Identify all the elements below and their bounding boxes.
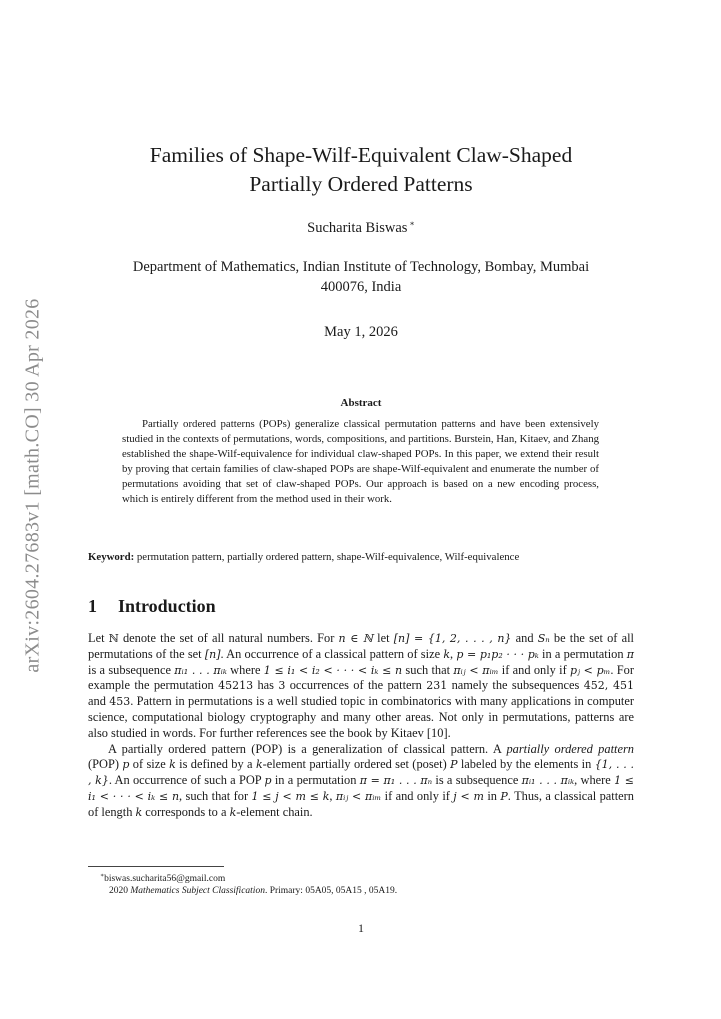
intro-paragraph-1: Let ℕ denote the set of all natural numbers. For n ∈ ℕ let [n] = {1, 2, . . . , n} and Sₙ be the set of all permutations of the set [n]. An occurrence of a classical pattern of size k, p = p₁p₂ · · · pₖ in a permutation π is a subsequence πᵢ₁ . . . πᵢₖ where 1 ≤ i₁ < i₂ < · · · < iₖ ≤ n such that πᵢⱼ < πᵢₘ if and only if pⱼ < pₘ. For example the permutation 45213 has 3 occurrences of the pattern 231 namely the subsequences 452, 451 and 453. Pattern in permutations is a well studied topic in combinatorics with many applications in computer science, computational biology cryptography and many other areas. Not only in permutations, patterns are also studied in words. For further references see the book by Kitaev [10]. bbox=[88, 631, 635, 740]
abstract-text: Partially ordered patterns (POPs) generalize classical permutation patterns and have been extensively studied in the contexts of permutations, words, compositions, and partitions. Burstein, Han, Kitaev, and Zhang established the shape-Wilf-equivalence for individual claw-shaped POPs. In this paper, we extend their result by proving that certain families of claw-shaped POPs are shape-Wilf-equivalent and enumerate the number of permutations avoiding that set of claw-shaped POPs. Our approach is based on a new encoding process, which is entirely different from the method used in their work. bbox=[122, 418, 599, 505]
footnote-mark: ∗ bbox=[100, 873, 105, 879]
section-number: 1 bbox=[88, 596, 97, 616]
section-title: Introduction bbox=[118, 596, 216, 616]
section-heading bbox=[88, 596, 216, 617]
paper-title bbox=[88, 141, 634, 199]
keyword-label: Keyword: bbox=[88, 551, 135, 563]
title-line-2: Partially Ordered Patterns bbox=[249, 172, 473, 196]
introduction-body bbox=[88, 631, 634, 821]
intro-paragraph-2: A partially ordered pattern (POP) is a generalization of classical pattern. A partially ordered pattern (POP) p of size k is defined by a k-element partially ordered set (poset) P labeled by the elements in {1, . . . , k}. An occurrence of such a POP p in a permutation π = π₁ . . . πₙ is a subsequence πᵢ₁ . . . πᵢₖ, where 1 ≤ i₁ < · · · < iₖ ≤ n, such that for 1 ≤ j < m ≤ k, πᵢⱼ < πᵢₘ if and only if j < m in P. Thus, a classical pattern of length k corresponds to a k-element chain. bbox=[88, 741, 635, 819]
affiliation bbox=[88, 257, 634, 297]
abstract-heading: Abstract bbox=[340, 397, 382, 409]
footnote-msc: 2020 Mathematics Subject Classification. Primary: 05A05, 05A15 , 05A19. bbox=[109, 886, 398, 896]
footnote-divider bbox=[88, 866, 224, 867]
keyword-text: permutation pattern, partially ordered pattern, shape-Wilf-equivalence, Wilf-equivalence bbox=[136, 551, 520, 563]
paper-date: May 1, 2026 bbox=[324, 324, 398, 340]
author-footnote-mark: ∗ bbox=[409, 219, 415, 228]
title-line-1: Families of Shape-Wilf-Equivalent Claw-Shaped bbox=[149, 143, 573, 167]
arxiv-identifier-text: arXiv:2604.27683v1 [math.CO] 30 Apr 2026 bbox=[21, 297, 44, 673]
footnote-email bbox=[100, 872, 646, 884]
affiliation-line-1: Department of Mathematics, Indian Institute of Technology, Bombay, Mumbai bbox=[132, 259, 590, 275]
page-number: 1 bbox=[358, 921, 364, 935]
msc-label: Mathematics Subject Classification bbox=[130, 886, 265, 896]
keywords-line bbox=[88, 551, 634, 563]
affiliation-line-2: 400076, India bbox=[320, 279, 402, 295]
footnote-email-text: biswas.sucharita56@gmail.com bbox=[104, 874, 226, 884]
arxiv-identifier-stamp bbox=[18, 285, 48, 685]
author-line bbox=[88, 219, 634, 237]
author-name: Sucharita Biswas bbox=[307, 220, 408, 236]
